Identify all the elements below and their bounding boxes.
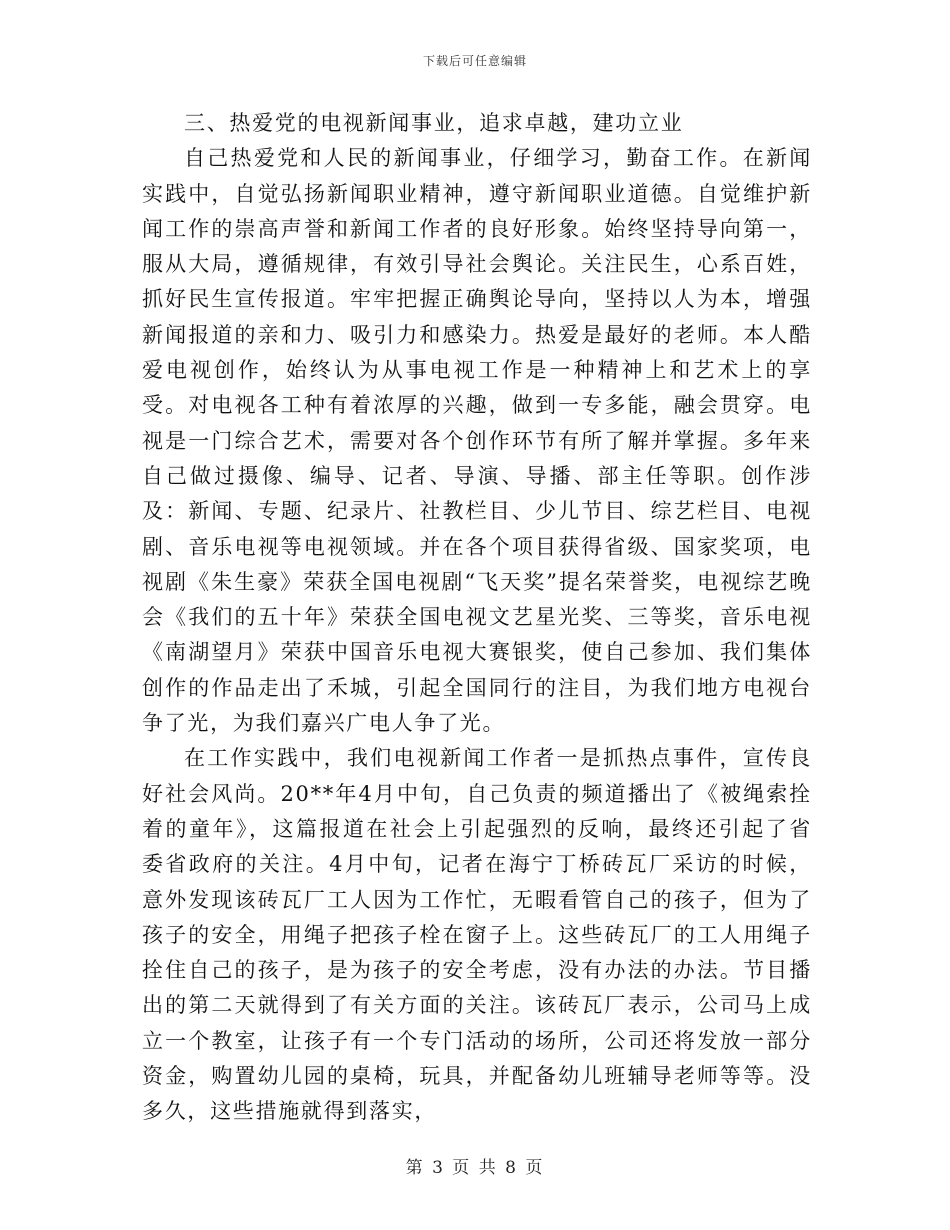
section-heading: 三、热爱党的电视新闻事业，追求卓越，建功立业	[184, 111, 684, 135]
paragraph: 自己热爱党和人民的新闻事业，仔细学习，勤奋工作。在新闻实践中，自觉弘扬新闻职业精神，遵守新闻职业道德。自觉维护新闻工作的崇高声誉和新闻工作者的良好形象。始终坚持导向第一，服从大局，遵循规律，有效引导社会舆论。关注民生，心系百姓，抓好民生宣传报道。牢牢把握正确舆论导向，坚持以人为本，增强新闻报道的亲和力、吸引力和感染力。热爱是最好的老师。本人酷爱电视创作，始终认为从事电视工作是一种精神上和艺术上的享受。对电视各工种有着浓厚的兴趣，做到一专多能，融会贯穿。电视是一门综合艺术，需要对各个创作环节有所了解并掌握。多年来自己做过摄像、编导、记者、导演、导播、部主任等职。创作涉及：新闻、专题、纪录片、社教栏目、少儿节目、综艺栏目、电视剧、音乐电视等电视领域。并在各个项目获得省级、国家奖项，电视剧《朱生豪》荣获全国电视剧“飞天奖”提名荣誉奖，电视综艺晚会《我们的五十年》荣获全国电视文艺星光奖、三等奖，音乐电视《南湖望月》荣获中国音乐电视大赛银奖，使自己参加、我们集体创作的作品走出了禾城，引起全国同行的注目，为我们地方电视台争了光，为我们嘉兴广电人争了光。	[142, 146, 812, 736]
header-note: 下载后可任意编辑	[422, 54, 527, 68]
page-number-footer: 第 3 页 共 8 页	[405, 1158, 545, 1178]
paragraph: 在工作实践中，我们电视新闻工作者一是抓热点事件，宣传良好社会风尚。20**年4月中旬，自己负责的频道播出了《被绳索拴着的童年》，这篇报道在社会上引起强烈的反响，最终还引起了省委省政府的关注。4月中旬，记者在海宁丁桥砖瓦厂采访的时候，意外发现该砖瓦厂工人因为工作忙，无暇看管自己的孩子，但为了孩子的安全，用绳子把孩子栓在窗子上。这些砖瓦厂的工人用绳子拴住自己的孩子，是为孩子的安全考虑，没有办法的办法。节目播出的第二天就得到了有关方面的关注。该砖瓦厂表示，公司马上成立一个教室，让孩子有一个专门活动的场所，公司还将发放一部分资金，购置幼儿园的桌椅，玩具，并配备幼儿班辅导老师等等。没多久，这些措施就得到落实，	[142, 746, 812, 1124]
document-body	[142, 106, 812, 1130]
